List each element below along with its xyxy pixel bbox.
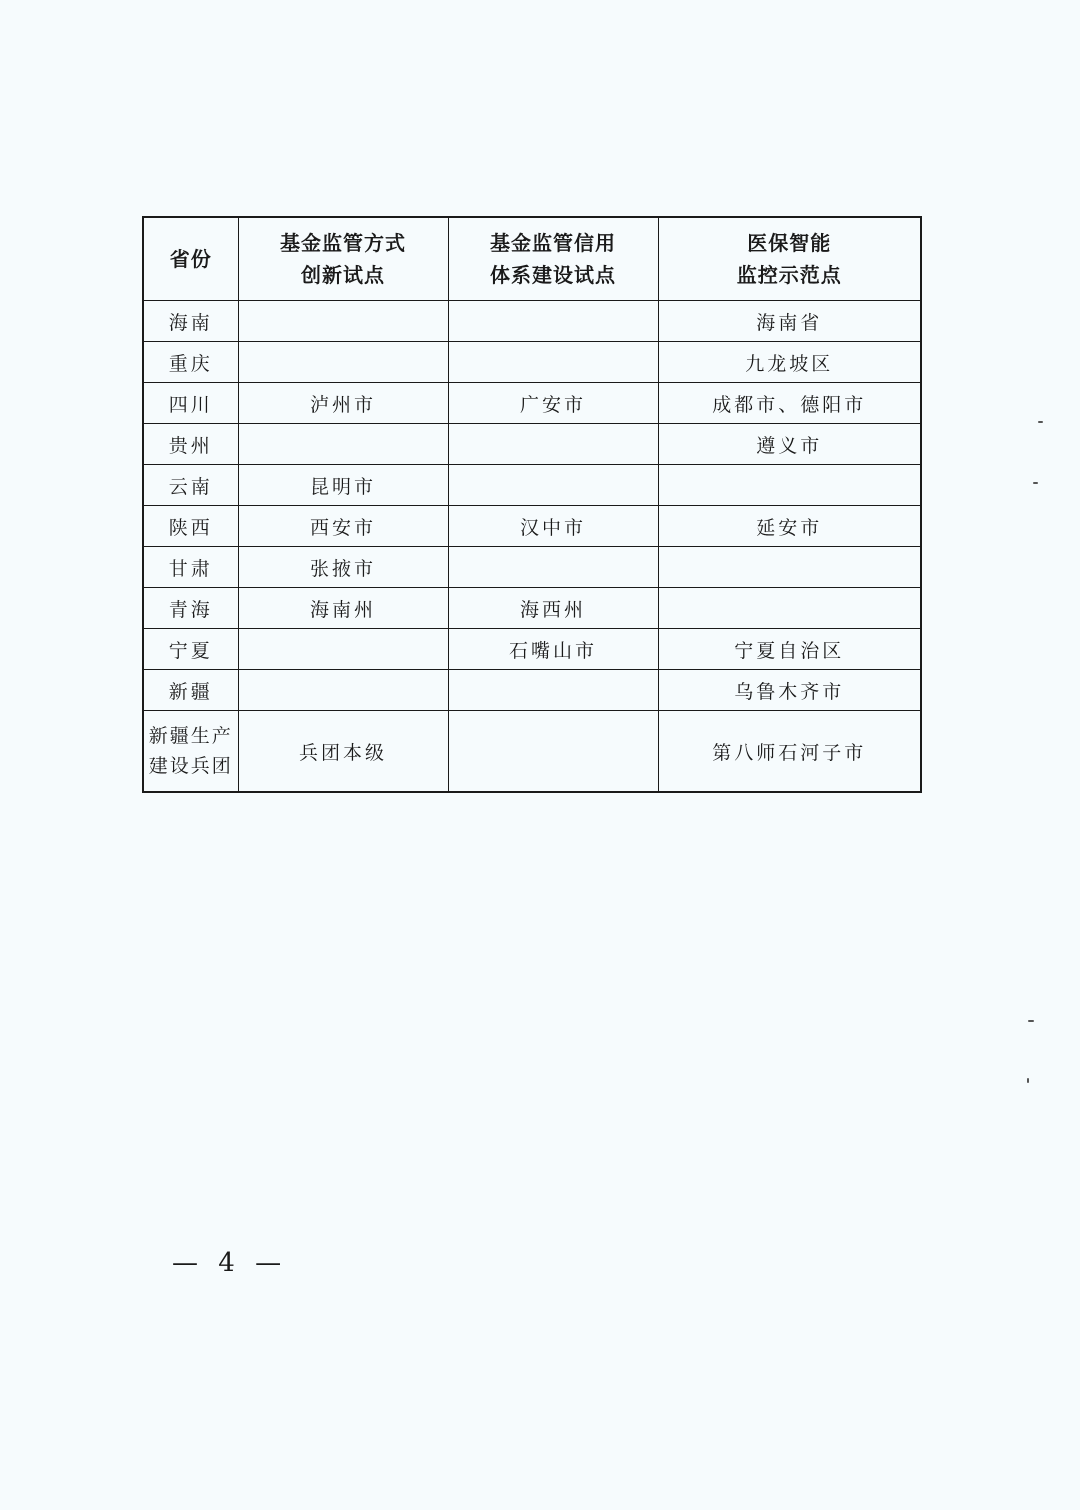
header-supervision-innovation-pilot: 基金监管方式 创新试点	[238, 217, 448, 301]
table-row	[143, 506, 921, 547]
innovation-pilot-cell: 海南州	[238, 588, 448, 629]
monitoring-demo-cell: 延安市	[658, 506, 921, 547]
monitoring-demo-cell: 成都市、德阳市	[658, 383, 921, 424]
monitoring-demo-cell	[658, 465, 921, 506]
innovation-pilot-cell	[238, 342, 448, 383]
credit-pilot-cell: 汉中市	[448, 506, 658, 547]
credit-pilot-cell	[448, 711, 658, 793]
province-cell: 云南	[143, 465, 238, 506]
monitoring-demo-cell: 海南省	[658, 301, 921, 342]
credit-pilot-cell	[448, 547, 658, 588]
monitoring-demo-cell	[658, 588, 921, 629]
header-province: 省份	[143, 217, 238, 301]
innovation-pilot-cell	[238, 424, 448, 465]
table-row	[143, 629, 921, 670]
province-cell: 宁夏	[143, 629, 238, 670]
header-smart-monitoring-demo: 医保智能 监控示范点	[658, 217, 921, 301]
innovation-pilot-cell	[238, 670, 448, 711]
innovation-pilot-cell: 泸州市	[238, 383, 448, 424]
innovation-pilot-cell: 西安市	[238, 506, 448, 547]
pilot-cities-table	[142, 216, 922, 793]
province-cell: 重庆	[143, 342, 238, 383]
credit-pilot-cell	[448, 670, 658, 711]
province-cell: 贵州	[143, 424, 238, 465]
credit-pilot-cell: 石嘴山市	[448, 629, 658, 670]
table-row	[143, 424, 921, 465]
scan-speck	[1038, 421, 1043, 423]
table-row	[143, 465, 921, 506]
monitoring-demo-cell: 宁夏自治区	[658, 629, 921, 670]
province-cell: 甘肃	[143, 547, 238, 588]
scan-speck	[1033, 482, 1038, 484]
innovation-pilot-cell: 张掖市	[238, 547, 448, 588]
header-credit-system-pilot: 基金监管信用 体系建设试点	[448, 217, 658, 301]
page-number: — 4 —	[172, 1248, 288, 1278]
table-row	[143, 383, 921, 424]
province-cell: 四川	[143, 383, 238, 424]
monitoring-demo-cell: 第八师石河子市	[658, 711, 921, 793]
credit-pilot-cell	[448, 342, 658, 383]
credit-pilot-cell	[448, 301, 658, 342]
table-row	[143, 301, 921, 342]
monitoring-demo-cell: 乌鲁木齐市	[658, 670, 921, 711]
table-row	[143, 711, 921, 793]
scan-speck	[1027, 1078, 1029, 1083]
table-row	[143, 547, 921, 588]
credit-pilot-cell: 广安市	[448, 383, 658, 424]
table-row	[143, 588, 921, 629]
province-cell: 新疆	[143, 670, 238, 711]
province-cell: 海南	[143, 301, 238, 342]
credit-pilot-cell: 海西州	[448, 588, 658, 629]
table-header-row	[143, 217, 921, 301]
monitoring-demo-cell	[658, 547, 921, 588]
table-row	[143, 670, 921, 711]
monitoring-demo-cell: 九龙坡区	[658, 342, 921, 383]
monitoring-demo-cell: 遵义市	[658, 424, 921, 465]
innovation-pilot-cell	[238, 301, 448, 342]
innovation-pilot-cell: 兵团本级	[238, 711, 448, 793]
credit-pilot-cell	[448, 424, 658, 465]
province-cell: 新疆生产 建设兵团	[143, 711, 238, 793]
province-cell: 陕西	[143, 506, 238, 547]
credit-pilot-cell	[448, 465, 658, 506]
province-cell: 青海	[143, 588, 238, 629]
scan-speck	[1028, 1020, 1034, 1022]
innovation-pilot-cell	[238, 629, 448, 670]
innovation-pilot-cell: 昆明市	[238, 465, 448, 506]
table-row	[143, 342, 921, 383]
